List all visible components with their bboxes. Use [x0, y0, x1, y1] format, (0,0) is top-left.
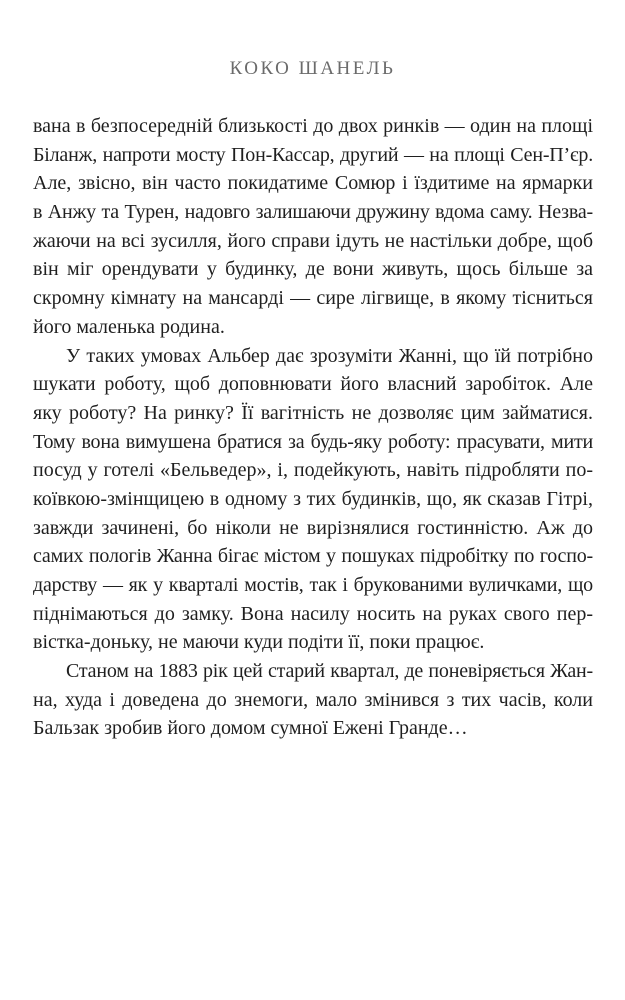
text-line: на, худа і доведена до знемоги, мало змінився з тих часів, коли	[33, 688, 593, 711]
text-line: Тому вона вимушена братися за будь-яку роботу: прасувати, мити	[33, 430, 593, 453]
paragraph	[33, 342, 593, 658]
running-head: КОКО ШАНЕЛЬ	[229, 58, 396, 79]
text-line: Але, звісно, він часто покидатиме Сомюр і їздитиме на ярмарки	[33, 172, 593, 195]
text-line: яку роботу? На ринку? Її вагітність не дозволяє цим займатися.	[33, 401, 593, 424]
text-line: жаючи на всі зусилля, його справи ідуть не настільки добре, щоб	[33, 229, 593, 252]
text-line: в Анжу та Турен, надовго залишаючи дружину вдома саму. Незва-	[33, 201, 593, 224]
text-line: дарству — як у кварталі мостів, так і брукованими вуличками, що	[33, 574, 593, 596]
text-line: його маленька родина.	[33, 315, 225, 338]
paragraph	[33, 657, 593, 743]
text-line: вістка-доньку, не маючи куди подіти її, поки працює.	[33, 631, 485, 654]
text-line: скромну кімнату на мансарді — сире лігвище, в якому тісниться	[33, 287, 593, 310]
text-line: завжди зачинені, бо ніколи не вирізнялися гостинністю. Аж до	[33, 516, 593, 539]
body-text	[33, 112, 593, 743]
text-line: Станом на 1883 рік цей старий квартал, де поневіряється Жан-	[66, 660, 593, 683]
text-line: У таких умовах Альбер дає зрозуміти Жанні, що їй потрібно	[66, 344, 593, 367]
text-line: піднімаються до замку. Вона насилу носить на руках свого пер-	[33, 602, 593, 625]
text-line: він міг орендувати у будинку, де вони живуть, щось більше за	[33, 258, 593, 281]
text-line: Біланж, напроти мосту Пон-Кассар, другий — на площі Сен-П’єр.	[33, 143, 593, 166]
text-line: самих пологів Жанна бігає містом у пошуках підробітку по госпо-	[33, 545, 593, 568]
text-line: посуд у готелі «Бельведер», і, подейкують, навіть підробляти по-	[33, 459, 593, 482]
text-line: вана в безпосередній близькості до двох ринків — один на площі	[33, 115, 593, 137]
text-line: шукати роботу, щоб доповнювати його власний заробіток. Але	[33, 373, 593, 396]
text-line: Бальзак зробив його домом сумної Ежені Гранде…	[33, 717, 468, 740]
text-line: коївкою-змінщицею в одному з тих будинків, що, як сказав Гітрі,	[33, 487, 593, 510]
paragraph	[33, 112, 593, 342]
